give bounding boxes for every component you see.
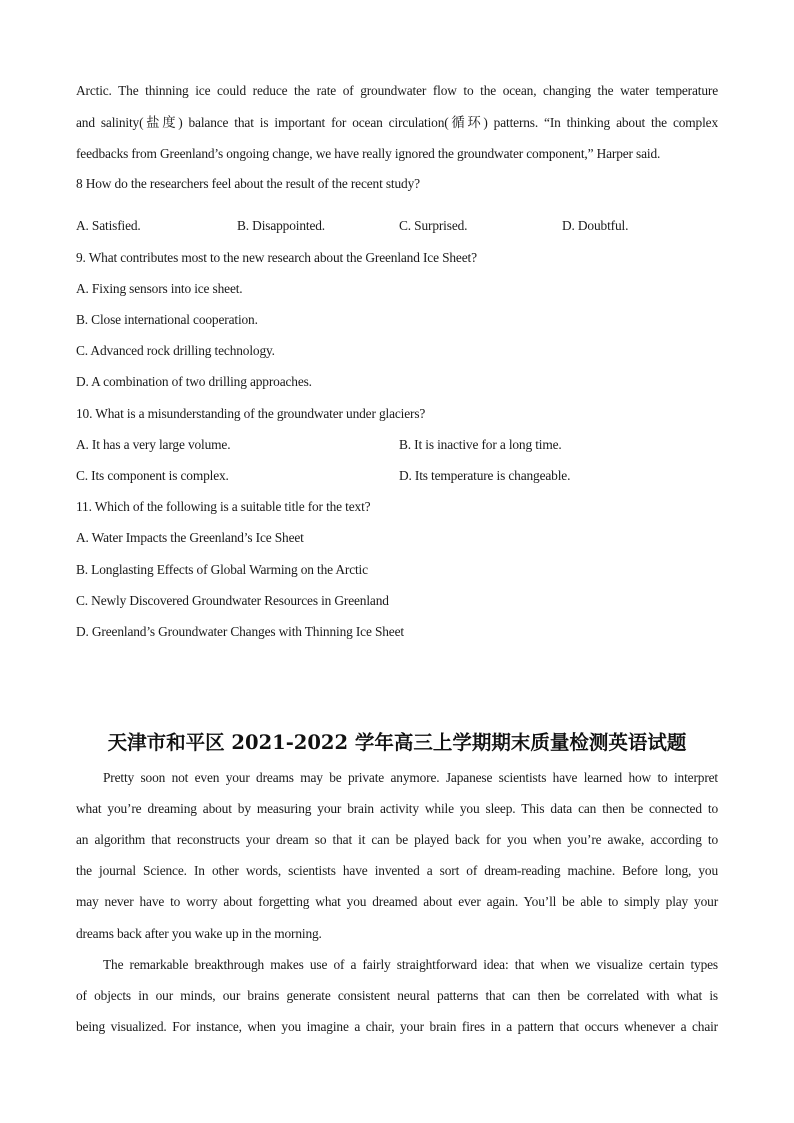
passage-line: may never have to worry about forgetting what you dreamed about ever again. You’ll be able to simply play your [76,894,718,909]
q10-option-c: C. Its component is complex. [76,468,229,483]
question-8-stem: 8 How do the researchers feel about the result of the recent study? [76,176,420,191]
passage-line: an algorithm that reconstructs your dream so that it can be played back for you when you’re awake, according to [76,832,718,847]
question-11-stem: 11. Which of the following is a suitable title for the text? [76,499,371,514]
passage-line: feedbacks from Greenland’s ongoing change, we have really ignored the groundwater component,” Harper said. [76,146,661,161]
passage-line: being visualized. For instance, when you imagine a chair, your brain fires in a pattern that occurs whenever a chair [76,1019,718,1034]
question-9-stem: 9. What contributes most to the new research about the Greenland Ice Sheet? [76,250,477,265]
q8-option-d: D. Doubtful. [562,218,629,233]
passage-line: Pretty soon not even your dreams may be private anymore. Japanese scientists have learned how to interpret [103,770,718,785]
passage-line: and salinity(盐度) balance that is important for ocean circulation(循环) patterns. “In thinking about the complex [76,115,718,130]
q11-option-c: C. Newly Discovered Groundwater Resources in Greenland [76,593,389,608]
q9-option-c: C. Advanced rock drilling technology. [76,343,275,358]
q9-option-a: A. Fixing sensors into ice sheet. [76,281,243,296]
passage-line: dreams back after you wake up in the morning. [76,926,322,941]
q11-option-b: B. Longlasting Effects of Global Warming on the Arctic [76,562,368,577]
question-10-stem: 10. What is a misunderstanding of the groundwater under glaciers? [76,406,426,421]
passage-line: Arctic. The thinning ice could reduce the rate of groundwater flow to the ocean, changing the water temperature [76,83,718,98]
q11-option-a: A. Water Impacts the Greenland’s Ice Sheet [76,530,304,545]
passage-line: of objects in our minds, our brains generate consistent neural patterns that can then be correlated with what is [76,988,718,1003]
passage-line: The remarkable breakthrough makes use of a fairly straightforward idea: that when we visualize certain types [103,957,718,972]
q10-option-d: D. Its temperature is changeable. [399,468,571,483]
q9-option-b: B. Close international cooperation. [76,312,258,327]
q11-option-d: D. Greenland’s Groundwater Changes with Thinning Ice Sheet [76,624,404,639]
q8-option-c: C. Surprised. [399,218,468,233]
q8-option-a: A. Satisfied. [76,218,141,233]
section-title: 天津市和平区 2021-2022 学年高三上学期期末质量检测英语试题 [107,731,687,754]
passage-line: what you’re dreaming about by measuring your brain activity while you sleep. This data can then be connected to [76,801,718,816]
q10-option-a: A. It has a very large volume. [76,437,231,452]
q8-option-b: B. Disappointed. [237,218,325,233]
q10-option-b: B. It is inactive for a long time. [399,437,562,452]
q9-option-d: D. A combination of two drilling approaches. [76,374,312,389]
passage-line: the journal Science. In other words, scientists have invented a sort of dream-reading machine. Before long, you [76,863,718,878]
